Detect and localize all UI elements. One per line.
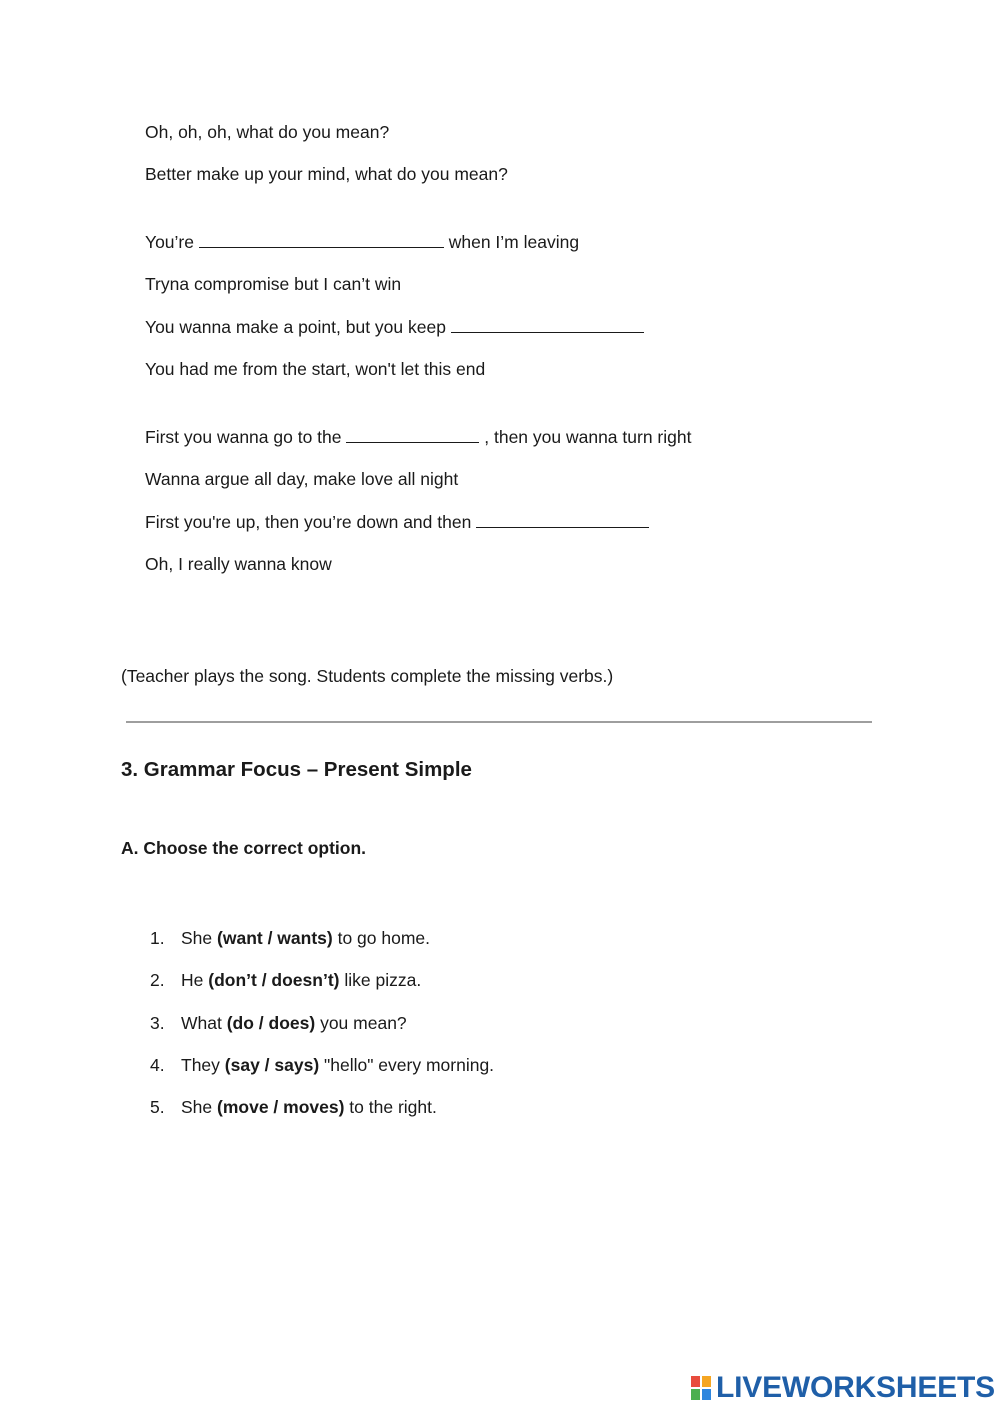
question-number: 1. (150, 928, 165, 948)
answer-options[interactable]: (want / wants) (217, 928, 333, 948)
answer-blank[interactable] (199, 232, 444, 248)
lyric-text: You’re (145, 232, 194, 252)
question-text: like pizza. (344, 970, 422, 990)
answer-options[interactable]: (do / does) (226, 1013, 316, 1033)
question-item (150, 928, 430, 948)
lyric-line: You had me from the start, won't let this end (145, 359, 486, 379)
teacher-note: (Teacher plays the song. Students complete the missing verbs.) (121, 666, 614, 686)
logo-blocks-icon (690, 1375, 712, 1401)
lyric-line: Better make up your mind, what do you mean? (145, 164, 508, 184)
question-text: They (181, 1055, 220, 1075)
answer-blank[interactable] (476, 512, 649, 528)
section-title: 3. Grammar Focus – Present Simple (121, 758, 472, 781)
lyric-line-with-blank (145, 232, 579, 252)
section-divider (126, 721, 872, 723)
question-text: What (181, 1013, 222, 1033)
answer-options[interactable]: (move / moves) (217, 1097, 345, 1117)
lyric-text: First you wanna go to the (145, 427, 342, 447)
question-text: to go home. (337, 928, 431, 948)
question-item (150, 1013, 407, 1033)
lyric-line: Tryna compromise but I can’t win (145, 274, 402, 294)
question-item (150, 1097, 437, 1117)
logo-block (701, 1388, 712, 1401)
lyric-line: Wanna argue all day, make love all night (145, 469, 459, 489)
lyric-text: You wanna make a point, but you keep (145, 317, 446, 337)
lyric-line-with-blank (145, 427, 691, 447)
question-text: He (181, 970, 204, 990)
question-text: you mean? (320, 1013, 407, 1033)
logo-block (701, 1375, 712, 1388)
logo-text: LIVEWORKSHEETS (716, 1371, 995, 1404)
answer-blank[interactable] (346, 427, 479, 443)
exercise-heading: A. Choose the correct option. (121, 838, 367, 858)
lyric-text: First you're up, then you’re down and then (145, 512, 472, 532)
question-text: She (181, 928, 213, 948)
question-number: 3. (150, 1013, 165, 1033)
lyric-line-with-blank (145, 512, 649, 532)
logo-block (690, 1375, 701, 1388)
liveworksheets-logo[interactable] (690, 1372, 995, 1404)
question-item (150, 1055, 494, 1075)
logo-block (690, 1388, 701, 1401)
lyric-line-with-blank (145, 317, 644, 337)
answer-options[interactable]: (don’t / doesn’t) (208, 970, 340, 990)
lyric-line: Oh, oh, oh, what do you mean? (145, 122, 390, 142)
question-item (150, 970, 421, 990)
answer-blank[interactable] (451, 317, 644, 333)
question-text: She (181, 1097, 213, 1117)
question-number: 4. (150, 1055, 165, 1075)
lyric-line: Oh, I really wanna know (145, 554, 332, 574)
question-text: "hello" every morning. (324, 1055, 495, 1075)
lyric-text: when I’m leaving (448, 232, 580, 252)
question-text: to the right. (349, 1097, 437, 1117)
answer-options[interactable]: (say / says) (224, 1055, 320, 1075)
question-number: 5. (150, 1097, 165, 1117)
question-number: 2. (150, 970, 165, 990)
lyric-text: , then you wanna turn right (484, 427, 692, 447)
